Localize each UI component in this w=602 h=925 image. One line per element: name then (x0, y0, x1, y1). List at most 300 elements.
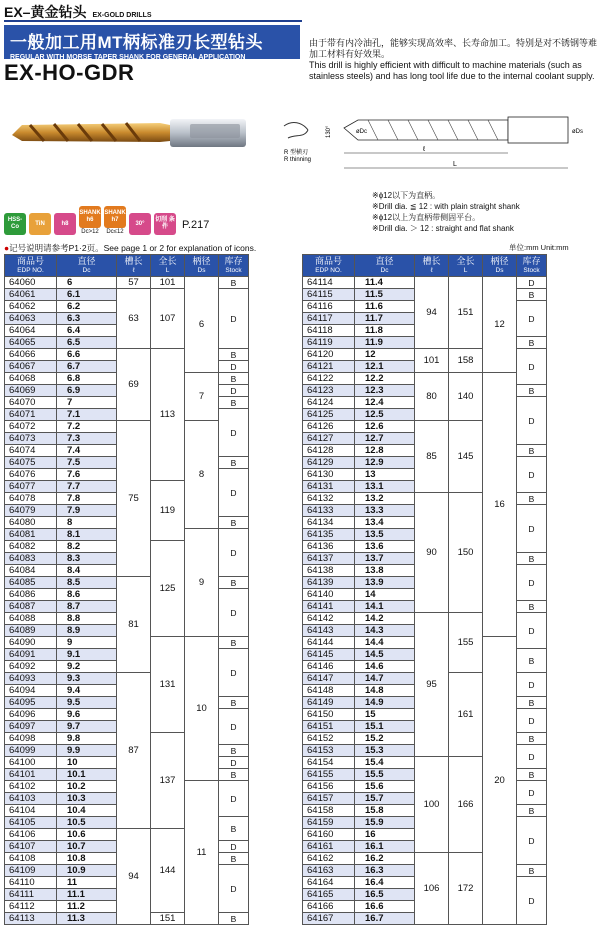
edp-cell: 64146 (303, 661, 355, 673)
shank-h6-icon: SHANK h6 Dc>12 (79, 206, 101, 235)
stock-cell: B (219, 349, 249, 361)
edp-cell: 64151 (303, 721, 355, 733)
diameter-cell: 7.8 (57, 493, 117, 505)
edp-cell: 64064 (5, 325, 57, 337)
diameter-cell: 12.6 (355, 421, 415, 433)
edp-cell: 64130 (303, 469, 355, 481)
diameter-cell: 7.9 (57, 505, 117, 517)
diameter-cell: 12.1 (355, 361, 415, 373)
diameter-cell: 12.4 (355, 397, 415, 409)
flute-length-cell: 94 (415, 277, 449, 349)
overall-length-cell: 172 (449, 853, 483, 925)
edp-cell: 64113 (5, 913, 57, 925)
edp-cell: 64070 (5, 397, 57, 409)
diameter-cell: 6.9 (57, 385, 117, 397)
edp-cell: 64071 (5, 409, 57, 421)
diameter-cell: 7.7 (57, 481, 117, 493)
spec-table-left (4, 254, 249, 925)
edp-cell: 64066 (5, 349, 57, 361)
shank-dia-cell: 16 (483, 373, 517, 637)
spec-icons (4, 206, 209, 235)
stock-cell: D (517, 781, 547, 805)
shank-dia-cell: 11 (185, 781, 219, 925)
unit-label: 单位:mm Unit:mm (509, 243, 569, 252)
diameter-cell: 13.4 (355, 517, 415, 529)
col-flute-header: 槽长 ℓ (415, 255, 449, 277)
description-en: This drill is highly efficient with difficult to machine materials (such as stainless steels) and has long tool life due to the internal coolant supply. (309, 60, 595, 81)
edp-cell: 64108 (5, 853, 57, 865)
edp-cell: 64085 (5, 577, 57, 589)
col-length-header: 全长 L (449, 255, 483, 277)
edp-cell: 64131 (303, 481, 355, 493)
edp-cell: 64135 (303, 529, 355, 541)
stock-cell: D (219, 757, 249, 769)
dc-label: øDc (356, 129, 367, 135)
diameter-cell: 12.2 (355, 373, 415, 385)
col-stock-header: 库存 Stock (517, 255, 547, 277)
edp-cell: 64161 (303, 841, 355, 853)
edp-cell: 64063 (5, 313, 57, 325)
diameter-cell: 8.6 (57, 589, 117, 601)
hss-co-icon: HSS-Co (4, 213, 26, 235)
stock-cell: B (517, 805, 547, 817)
diameter-cell: 12.7 (355, 433, 415, 445)
edp-cell: 64097 (5, 721, 57, 733)
edp-cell: 64069 (5, 385, 57, 397)
diameter-cell: 10.2 (57, 781, 117, 793)
edp-cell: 64147 (303, 673, 355, 685)
diameter-cell: 7.6 (57, 469, 117, 481)
diameter-cell: 11.7 (355, 313, 415, 325)
stock-cell: D (517, 505, 547, 553)
diameter-cell: 6 (57, 277, 117, 289)
edp-cell: 64120 (303, 349, 355, 361)
edp-cell: 64100 (5, 757, 57, 769)
shank-dia-cell: 12 (483, 277, 517, 373)
edp-cell: 64101 (5, 769, 57, 781)
diameter-cell: 10 (57, 757, 117, 769)
diameter-cell: 6.7 (57, 361, 117, 373)
diameter-cell: 16.5 (355, 889, 415, 901)
stock-cell: D (517, 877, 547, 925)
stock-cell: B (219, 913, 249, 925)
col-edp-header: 商品号 EDP NO. (5, 255, 57, 277)
overall-length-cell: 119 (151, 481, 185, 541)
edp-cell: 64062 (5, 301, 57, 313)
diameter-cell: 11.2 (57, 901, 117, 913)
edp-cell: 64164 (303, 877, 355, 889)
edp-cell: 64103 (5, 793, 57, 805)
diameter-cell: 13.8 (355, 565, 415, 577)
col-dia-header: 直径 Dc (355, 255, 415, 277)
edp-cell: 64088 (5, 613, 57, 625)
edp-cell: 64144 (303, 637, 355, 649)
diameter-cell: 8 (57, 517, 117, 529)
edp-cell: 64093 (5, 673, 57, 685)
diameter-cell: 8.5 (57, 577, 117, 589)
overall-length-cell: 151 (449, 277, 483, 349)
stock-cell: D (517, 817, 547, 865)
col-dia-header: 直径 Dc (57, 255, 117, 277)
diameter-cell: 12.5 (355, 409, 415, 421)
diameter-cell: 14.9 (355, 697, 415, 709)
edp-cell: 64096 (5, 709, 57, 721)
diameter-cell: 8.9 (57, 625, 117, 637)
diameter-cell: 6.4 (57, 325, 117, 337)
diameter-cell: 11.5 (355, 289, 415, 301)
diameter-cell: 14 (355, 589, 415, 601)
diameter-cell: 9.6 (57, 709, 117, 721)
series-subtitle: EX-GOLD DRILLS (92, 12, 152, 19)
shank-notes (372, 190, 520, 234)
diameter-cell: 16.7 (355, 913, 415, 925)
icon-note (4, 242, 256, 254)
diameter-cell: 15.2 (355, 733, 415, 745)
edp-cell: 64128 (303, 445, 355, 457)
diameter-cell: 10.1 (57, 769, 117, 781)
diameter-cell: 10.7 (57, 841, 117, 853)
overall-length-cell: 137 (151, 733, 185, 829)
icon-note-text: 记号说明请参考P1·2页。See page 1 or 2 for explanation of icons. (9, 243, 257, 253)
angle-30-icon: 30° (129, 213, 151, 235)
col-edp-header: 商品号 EDP NO. (303, 255, 355, 277)
overall-length-cell: 158 (449, 349, 483, 373)
shank-h7-icon: SHANK h7 Dc≤12 (104, 206, 126, 235)
diameter-cell: 14.8 (355, 685, 415, 697)
overall-length-cell: 166 (449, 757, 483, 853)
flute-length-cell: 63 (117, 289, 151, 349)
diameter-cell: 8.2 (57, 541, 117, 553)
flute-length-cell: 94 (117, 829, 151, 925)
diameter-cell: 14.6 (355, 661, 415, 673)
diameter-cell: 14.4 (355, 637, 415, 649)
stock-cell: B (219, 769, 249, 781)
shank-dia-cell: 6 (185, 277, 219, 373)
product-description (309, 38, 597, 82)
diameter-cell: 13.7 (355, 553, 415, 565)
diameter-cell: 10.8 (57, 853, 117, 865)
series-title: EX–黄金钻头 (4, 4, 87, 20)
diameter-cell: 15.6 (355, 781, 415, 793)
edp-cell: 64091 (5, 649, 57, 661)
stock-cell: D (219, 409, 249, 457)
diameter-cell: 15.4 (355, 757, 415, 769)
overall-length-cell: 145 (449, 421, 483, 493)
edp-cell: 64143 (303, 625, 355, 637)
edp-cell: 64156 (303, 781, 355, 793)
shank-dia-cell: 20 (483, 637, 517, 925)
edp-cell: 64089 (5, 625, 57, 637)
stock-cell: D (219, 865, 249, 913)
diameter-cell: 15.1 (355, 721, 415, 733)
diameter-cell: 11.1 (57, 889, 117, 901)
edp-cell: 64157 (303, 793, 355, 805)
table-row (5, 421, 249, 433)
model-name: EX-HO-GDR (4, 60, 135, 85)
diameter-cell: 9.7 (57, 721, 117, 733)
stock-cell: D (219, 589, 249, 637)
stock-cell: B (517, 733, 547, 745)
diameter-cell: 8.7 (57, 601, 117, 613)
drill-image (10, 113, 250, 151)
stock-cell: D (517, 277, 547, 289)
stock-cell: D (517, 709, 547, 733)
stock-cell: B (219, 853, 249, 865)
diameter-cell: 6.3 (57, 313, 117, 325)
edp-cell: 64145 (303, 649, 355, 661)
edp-cell: 64107 (5, 841, 57, 853)
edp-cell: 64138 (303, 565, 355, 577)
diameter-cell: 9.9 (57, 745, 117, 757)
edp-cell: 64154 (303, 757, 355, 769)
edp-cell: 64116 (303, 301, 355, 313)
diameter-cell: 6.2 (57, 301, 117, 313)
stock-cell: B (517, 553, 547, 565)
diameter-cell: 10.6 (57, 829, 117, 841)
stock-cell: D (219, 709, 249, 745)
edp-cell: 64139 (303, 577, 355, 589)
edp-cell: 64115 (303, 289, 355, 301)
stock-cell: D (517, 301, 547, 337)
edp-cell: 64132 (303, 493, 355, 505)
edp-cell: 64081 (5, 529, 57, 541)
edp-cell: 64104 (5, 805, 57, 817)
stock-cell: B (219, 745, 249, 757)
diameter-cell: 14.3 (355, 625, 415, 637)
note-line: ※ϕ12以下为直柄。 (372, 191, 441, 200)
stock-cell: B (517, 865, 547, 877)
stock-cell: B (219, 637, 249, 649)
overall-length-cell: 131 (151, 637, 185, 733)
edp-cell: 64106 (5, 829, 57, 841)
diameter-cell: 6.6 (57, 349, 117, 361)
diameter-cell: 7.2 (57, 421, 117, 433)
edp-cell: 64095 (5, 697, 57, 709)
diameter-cell: 8.1 (57, 529, 117, 541)
r-thinning-en: R thinning (284, 157, 312, 163)
diameter-cell: 8.4 (57, 565, 117, 577)
edp-cell: 64127 (303, 433, 355, 445)
edp-cell: 64121 (303, 361, 355, 373)
stock-cell: B (517, 697, 547, 709)
diameter-cell: 13.6 (355, 541, 415, 553)
edp-cell: 64153 (303, 745, 355, 757)
stock-cell: D (219, 841, 249, 853)
stock-cell: B (517, 493, 547, 505)
edp-cell: 64134 (303, 517, 355, 529)
edp-cell: 64162 (303, 853, 355, 865)
edp-cell: 64123 (303, 385, 355, 397)
overall-length-cell: 101 (151, 277, 185, 289)
stock-cell: B (219, 457, 249, 469)
diameter-cell: 7.5 (57, 457, 117, 469)
stock-cell: B (219, 517, 249, 529)
overall-length-cell: 125 (151, 541, 185, 637)
edp-cell: 64136 (303, 541, 355, 553)
edp-cell: 64077 (5, 481, 57, 493)
diameter-cell: 13.9 (355, 577, 415, 589)
diameter-cell: 8.3 (57, 553, 117, 565)
diameter-cell: 11.3 (57, 913, 117, 925)
diameter-cell: 15 (355, 709, 415, 721)
edp-cell: 64102 (5, 781, 57, 793)
diameter-cell: 16.1 (355, 841, 415, 853)
diameter-cell: 15.8 (355, 805, 415, 817)
stock-cell: D (517, 349, 547, 385)
diameter-cell: 8.8 (57, 613, 117, 625)
edp-cell: 64083 (5, 553, 57, 565)
edp-cell: 64159 (303, 817, 355, 829)
edp-cell: 64114 (303, 277, 355, 289)
stock-cell: D (517, 565, 547, 601)
col-shank-header: 柄径 Ds (483, 255, 517, 277)
diameter-cell: 13.1 (355, 481, 415, 493)
stock-cell: D (219, 529, 249, 577)
cutting-condition-icon: 切削 条件 (154, 213, 176, 235)
overall-length-cell: 113 (151, 349, 185, 481)
edp-cell: 64072 (5, 421, 57, 433)
edp-cell: 64167 (303, 913, 355, 925)
diameter-cell: 13.2 (355, 493, 415, 505)
edp-cell: 64075 (5, 457, 57, 469)
edp-cell: 64079 (5, 505, 57, 517)
table-row (5, 277, 249, 289)
edp-cell: 64122 (303, 373, 355, 385)
diameter-cell: 14.7 (355, 673, 415, 685)
stock-cell: B (517, 337, 547, 349)
edp-cell: 64061 (5, 289, 57, 301)
stock-cell: B (517, 289, 547, 301)
shank-dia-cell: 10 (185, 637, 219, 781)
diameter-cell: 16.6 (355, 901, 415, 913)
edp-cell: 64126 (303, 421, 355, 433)
edp-cell: 64090 (5, 637, 57, 649)
bullet-icon: ● (4, 243, 10, 253)
edp-cell: 64118 (303, 325, 355, 337)
edp-cell: 64094 (5, 685, 57, 697)
shank-dia-cell: 8 (185, 421, 219, 529)
edp-cell: 64155 (303, 769, 355, 781)
edp-cell: 64148 (303, 685, 355, 697)
diameter-cell: 6.5 (57, 337, 117, 349)
r-thinning-cn: R 型横刃 (284, 150, 309, 156)
drill-schematic (278, 108, 596, 183)
flute-length-cell: 87 (117, 673, 151, 829)
stock-cell: B (219, 577, 249, 589)
flute-length-cell: 81 (117, 577, 151, 673)
h8-tolerance-icon: h8 (54, 213, 76, 235)
diameter-cell: 13 (355, 469, 415, 481)
edp-cell: 64117 (303, 313, 355, 325)
stock-cell: D (219, 385, 249, 397)
edp-cell: 64124 (303, 397, 355, 409)
overall-length-label: L (453, 161, 457, 168)
shank-dia-cell: 9 (185, 529, 219, 637)
note-line: ※Drill dia. ＞ 12 : straight and flat shank (372, 224, 514, 233)
diameter-cell: 7 (57, 397, 117, 409)
edp-cell: 64092 (5, 661, 57, 673)
shank-dia-cell: 7 (185, 373, 219, 421)
edp-cell: 64137 (303, 553, 355, 565)
stock-cell: D (517, 745, 547, 769)
stock-cell: B (219, 697, 249, 709)
stock-cell: B (517, 769, 547, 781)
stock-cell: B (517, 385, 547, 397)
diameter-cell: 9.5 (57, 697, 117, 709)
edp-cell: 64119 (303, 337, 355, 349)
diameter-cell: 12.3 (355, 385, 415, 397)
note-line: ※Drill dia. ≦ 12 : with plain straight shank (372, 202, 520, 211)
edp-cell: 64073 (5, 433, 57, 445)
edp-cell: 64065 (5, 337, 57, 349)
diameter-cell: 16.3 (355, 865, 415, 877)
edp-cell: 64160 (303, 829, 355, 841)
stock-cell: B (517, 601, 547, 613)
tin-icon: TiN (29, 213, 51, 235)
diameter-cell: 12.8 (355, 445, 415, 457)
diameter-cell: 11.8 (355, 325, 415, 337)
edp-cell: 64105 (5, 817, 57, 829)
diameter-cell: 12.9 (355, 457, 415, 469)
stock-cell: D (219, 649, 249, 697)
flute-length-cell: 95 (415, 613, 449, 757)
note-line: ※ϕ12以上为直柄带侧固平台。 (372, 213, 481, 222)
edp-cell: 64067 (5, 361, 57, 373)
diameter-cell: 7.1 (57, 409, 117, 421)
flute-length-cell: 90 (415, 493, 449, 613)
col-flute-header: 槽长 ℓ (117, 255, 151, 277)
stock-cell: D (219, 781, 249, 817)
diameter-cell: 9.2 (57, 661, 117, 673)
edp-cell: 64150 (303, 709, 355, 721)
edp-cell: 64086 (5, 589, 57, 601)
flute-length-label: ℓ (423, 146, 426, 153)
edp-cell: 64076 (5, 469, 57, 481)
overall-length-cell: 144 (151, 829, 185, 913)
flute-length-cell: 85 (415, 421, 449, 493)
diameter-cell: 10.9 (57, 865, 117, 877)
edp-cell: 64087 (5, 601, 57, 613)
overall-length-cell: 107 (151, 289, 185, 349)
stock-cell: B (517, 445, 547, 457)
spec-table-right (302, 254, 547, 925)
overall-length-cell: 140 (449, 373, 483, 421)
diameter-cell: 13.5 (355, 529, 415, 541)
diameter-cell: 9 (57, 637, 117, 649)
edp-cell: 64125 (303, 409, 355, 421)
diameter-cell: 9.4 (57, 685, 117, 697)
stock-cell: B (219, 373, 249, 385)
flute-length-cell: 101 (415, 349, 449, 373)
diameter-cell: 10.3 (57, 793, 117, 805)
diameter-cell: 12 (355, 349, 415, 361)
diameter-cell: 15.5 (355, 769, 415, 781)
description-cn: 由于带有内冷油孔，能够实现高效率、长寿命加工。特别是对不锈钢等难加工材料有好效果。 (309, 38, 598, 59)
diameter-cell: 15.7 (355, 793, 415, 805)
diameter-cell: 10.4 (57, 805, 117, 817)
flute-length-cell: 106 (415, 853, 449, 925)
stock-cell: D (219, 361, 249, 373)
diameter-cell: 9.8 (57, 733, 117, 745)
edp-cell: 64098 (5, 733, 57, 745)
table-row (303, 373, 547, 385)
stock-cell: D (517, 613, 547, 649)
edp-cell: 64082 (5, 541, 57, 553)
col-shank-header: 柄径 Ds (185, 255, 219, 277)
diameter-cell: 10.5 (57, 817, 117, 829)
diameter-cell: 15.9 (355, 817, 415, 829)
edp-cell: 64163 (303, 865, 355, 877)
